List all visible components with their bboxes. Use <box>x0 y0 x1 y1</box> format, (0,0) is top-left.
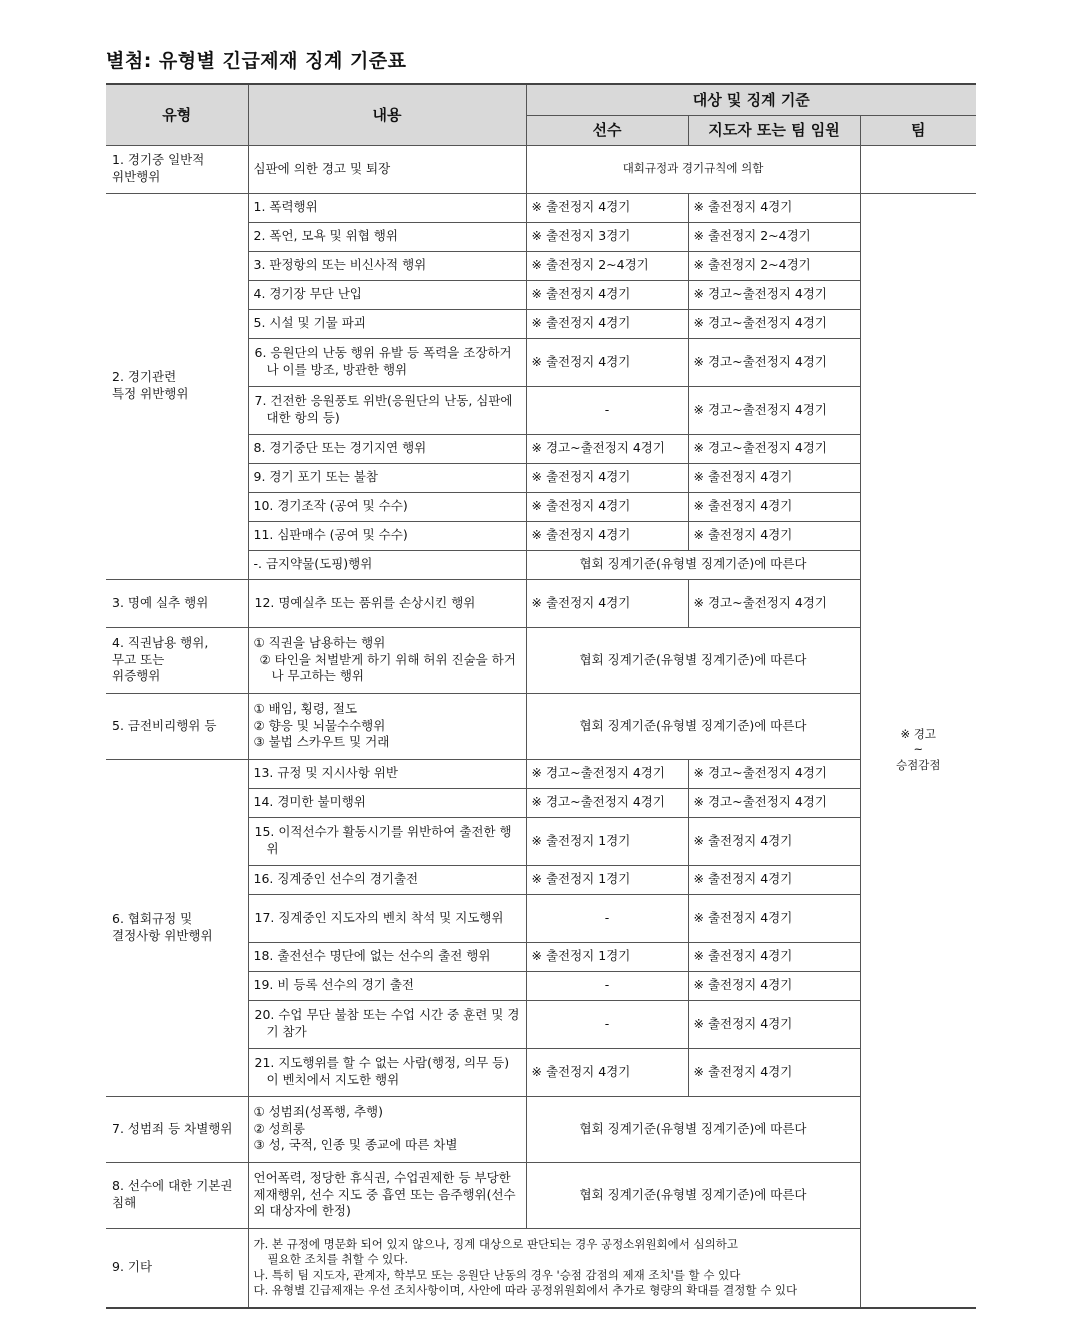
header-team: 팀 <box>860 115 976 145</box>
player-cell: - <box>526 1000 688 1048</box>
content-cell: -. 금지약물(도핑)행위 <box>248 550 526 579</box>
table-row <box>106 693 976 759</box>
player-cell: ※ 출전정지 4경기 <box>526 338 688 386</box>
coach-cell: ※ 출전정지 4경기 <box>688 492 860 521</box>
content-cell: 16. 징계중인 선수의 경기출전 <box>248 865 526 894</box>
penalty-table <box>106 83 976 1309</box>
category-label: 8. 선수에 대한 기본권 침해 <box>106 1162 248 1228</box>
player-cell: - <box>526 386 688 434</box>
rule-cell: 협회 징계기준(유형별 징계기준)에 따른다 <box>526 1096 860 1162</box>
category-label: 1. 경기중 일반적 위반행위 <box>106 145 248 193</box>
player-cell: ※ 출전정지 4경기 <box>526 463 688 492</box>
content-cell: 10. 경기조작 (공여 및 수수) <box>248 492 526 521</box>
coach-cell: ※ 경고~출전정지 4경기 <box>688 434 860 463</box>
table-row <box>106 1228 976 1308</box>
content-cell: 20. 수업 무단 불참 또는 수업 시간 중 훈련 및 경기 참가 <box>248 1000 526 1048</box>
content-cell: 6. 응원단의 난동 행위 유발 등 폭력을 조장하거나 이를 방조, 방관한 행위 <box>248 338 526 386</box>
page-title: 별첨: 유형별 긴급제재 징계 기준표 <box>106 50 407 72</box>
coach-cell: ※ 경고~출전정지 4경기 <box>688 280 860 309</box>
rule-cell: 협회 징계기준(유형별 징계기준)에 따른다 <box>526 693 860 759</box>
category-label: 2. 경기관련 특정 위반행위 <box>106 193 248 579</box>
team-cell <box>860 145 976 193</box>
content-cell: 2. 폭언, 모욕 및 위협 행위 <box>248 222 526 251</box>
player-cell: ※ 경고~출전정지 4경기 <box>526 788 688 817</box>
content-cell: 18. 출전선수 명단에 없는 선수의 출전 행위 <box>248 942 526 971</box>
coach-cell: ※ 출전정지 4경기 <box>688 193 860 222</box>
category-label: 7. 성범죄 등 차별행위 <box>106 1096 248 1162</box>
table-row <box>106 145 976 193</box>
content-cell: 3. 판정항의 또는 비신사적 행위 <box>248 251 526 280</box>
coach-cell: ※ 출전정지 2~4경기 <box>688 222 860 251</box>
note-line: 다. 유형별 긴급제재는 우선 조치사항이며, 사안에 따라 공정위원회에서 추가로 형량의 확대를 결정할 수 있다 <box>253 1283 798 1298</box>
content-cell: 15. 이적선수가 활동시기를 위반하여 출전한 행위 <box>248 817 526 865</box>
rule-cell: 대회규정과 경기규칙에 의함 <box>526 145 860 193</box>
content-cell: ① 성범죄(성폭행, 추행) ② 성희롱 ③ 성, 국적, 인종 및 종교에 따른 차별 <box>248 1096 526 1162</box>
coach-cell: ※ 경고~출전정지 4경기 <box>688 338 860 386</box>
note-line: 가. 본 규정에 명문화 되어 있지 않으나, 징계 대상으로 판단되는 경우 공정소위원회에서 심의하고 <box>253 1236 738 1251</box>
coach-cell: ※ 출전정지 4경기 <box>688 463 860 492</box>
content-cell: 11. 심판매수 (공여 및 수수) <box>248 521 526 550</box>
content-cell: 7. 건전한 응원풍토 위반(응원단의 난동, 심판에 대한 항의 등) <box>248 386 526 434</box>
note-line: 나. 특히 팀 지도자, 관계자, 학부모 또는 응원단 난동의 경우 '승점 감점의 제재 조치'를 할 수 있다 <box>253 1267 741 1282</box>
content-cell: 12. 명예실추 또는 품위를 손상시킨 행위 <box>248 579 526 627</box>
content-cell: 1. 폭력행위 <box>248 193 526 222</box>
rule-cell: 협회 징계기준(유형별 징계기준)에 따른다 <box>526 550 860 579</box>
table-row <box>106 1162 976 1228</box>
coach-cell: ※ 경고~출전정지 4경기 <box>688 309 860 338</box>
player-cell: ※ 출전정지 4경기 <box>526 280 688 309</box>
coach-cell: ※ 출전정지 4경기 <box>688 865 860 894</box>
coach-cell: ※ 경고~출전정지 4경기 <box>688 579 860 627</box>
table-row <box>106 1096 976 1162</box>
content-cell: 9. 경기 포기 또는 불참 <box>248 463 526 492</box>
coach-cell: ※ 경고~출전정지 4경기 <box>688 759 860 788</box>
notes-cell <box>248 1228 976 1308</box>
coach-cell: ※ 출전정지 4경기 <box>688 894 860 942</box>
content-cell: 8. 경기중단 또는 경기지연 행위 <box>248 434 526 463</box>
coach-cell: ※ 출전정지 4경기 <box>688 971 860 1000</box>
rule-cell: 협회 징계기준(유형별 징계기준)에 따른다 <box>526 627 860 693</box>
category-label: 6. 협회규정 및 결정사항 위반행위 <box>106 759 248 1096</box>
content-cell: 14. 경미한 불미행위 <box>248 788 526 817</box>
content-cell: 17. 징계중인 지도자의 벤치 착석 및 지도행위 <box>248 894 526 942</box>
player-cell: - <box>526 894 688 942</box>
coach-cell: ※ 출전정지 4경기 <box>688 1048 860 1096</box>
player-cell: ※ 출전정지 4경기 <box>526 579 688 627</box>
player-cell: ※ 출전정지 1경기 <box>526 942 688 971</box>
rule-cell: 협회 징계기준(유형별 징계기준)에 따른다 <box>526 1162 860 1228</box>
header-player: 선수 <box>526 115 688 145</box>
table-row <box>106 627 976 693</box>
player-cell: - <box>526 971 688 1000</box>
team-penalty-cell: ※ 경고 ~ 승점감점 <box>860 193 976 1308</box>
coach-cell: ※ 출전정지 4경기 <box>688 521 860 550</box>
content-cell: 심판에 의한 경고 및 퇴장 <box>248 145 526 193</box>
coach-cell: ※ 출전정지 4경기 <box>688 1000 860 1048</box>
content-cell: 4. 경기장 무단 난입 <box>248 280 526 309</box>
player-cell: ※ 경고~출전정지 4경기 <box>526 434 688 463</box>
player-cell: ※ 출전정지 1경기 <box>526 817 688 865</box>
player-cell: ※ 출전정지 4경기 <box>526 521 688 550</box>
coach-cell: ※ 경고~출전정지 4경기 <box>688 386 860 434</box>
header-type: 유형 <box>106 84 248 145</box>
content-cell: 19. 비 등록 선수의 경기 출전 <box>248 971 526 1000</box>
player-cell: ※ 출전정지 3경기 <box>526 222 688 251</box>
coach-cell: ※ 출전정지 4경기 <box>688 817 860 865</box>
player-cell: ※ 출전정지 4경기 <box>526 492 688 521</box>
content-cell: 5. 시설 및 기물 파괴 <box>248 309 526 338</box>
category-label: 3. 명예 실추 행위 <box>106 579 248 627</box>
content-cell <box>248 627 526 693</box>
content-line: ① 직권을 남용하는 행위 <box>253 634 386 650</box>
content-cell: 21. 지도행위를 할 수 없는 사람(행정, 의무 등)이 벤치에서 지도한 행위 <box>248 1048 526 1096</box>
category-label: 5. 금전비리행위 등 <box>106 693 248 759</box>
content-cell: 언어폭력, 정당한 휴식권, 수업권제한 등 부당한 제재행위, 선수 지도 중 흡연 또는 음주행위(선수외 대상자에 한정) <box>248 1162 526 1228</box>
coach-cell: ※ 출전정지 4경기 <box>688 942 860 971</box>
player-cell: ※ 출전정지 4경기 <box>526 309 688 338</box>
player-cell: ※ 출전정지 2~4경기 <box>526 251 688 280</box>
player-cell: ※ 경고~출전정지 4경기 <box>526 759 688 788</box>
table-row <box>106 193 976 222</box>
note-line: 필요한 조치를 취할 수 있다. <box>267 1252 408 1267</box>
player-cell: ※ 출전정지 1경기 <box>526 865 688 894</box>
table-row <box>106 579 976 627</box>
header-content: 내용 <box>248 84 526 145</box>
category-label: 9. 기타 <box>106 1228 248 1308</box>
content-cell: ① 배임, 횡령, 절도 ② 향응 및 뇌물수수행위 ③ 불법 스카우트 및 거래 <box>248 693 526 759</box>
player-cell: ※ 출전정지 4경기 <box>526 1048 688 1096</box>
header-target: 대상 및 징계 기준 <box>526 84 976 115</box>
header-coach: 지도자 또는 팀 임원 <box>688 115 860 145</box>
content-line: ② 타인을 처벌받게 하기 위해 허위 진술을 하거나 무고하는 행위 <box>259 651 516 684</box>
coach-cell: ※ 경고~출전정지 4경기 <box>688 788 860 817</box>
category-label: 4. 직권남용 행위, 무고 또는 위증행위 <box>106 627 248 693</box>
player-cell: ※ 출전정지 4경기 <box>526 193 688 222</box>
table-row <box>106 759 976 788</box>
content-cell: 13. 규정 및 지시사항 위반 <box>248 759 526 788</box>
coach-cell: ※ 출전정지 2~4경기 <box>688 251 860 280</box>
